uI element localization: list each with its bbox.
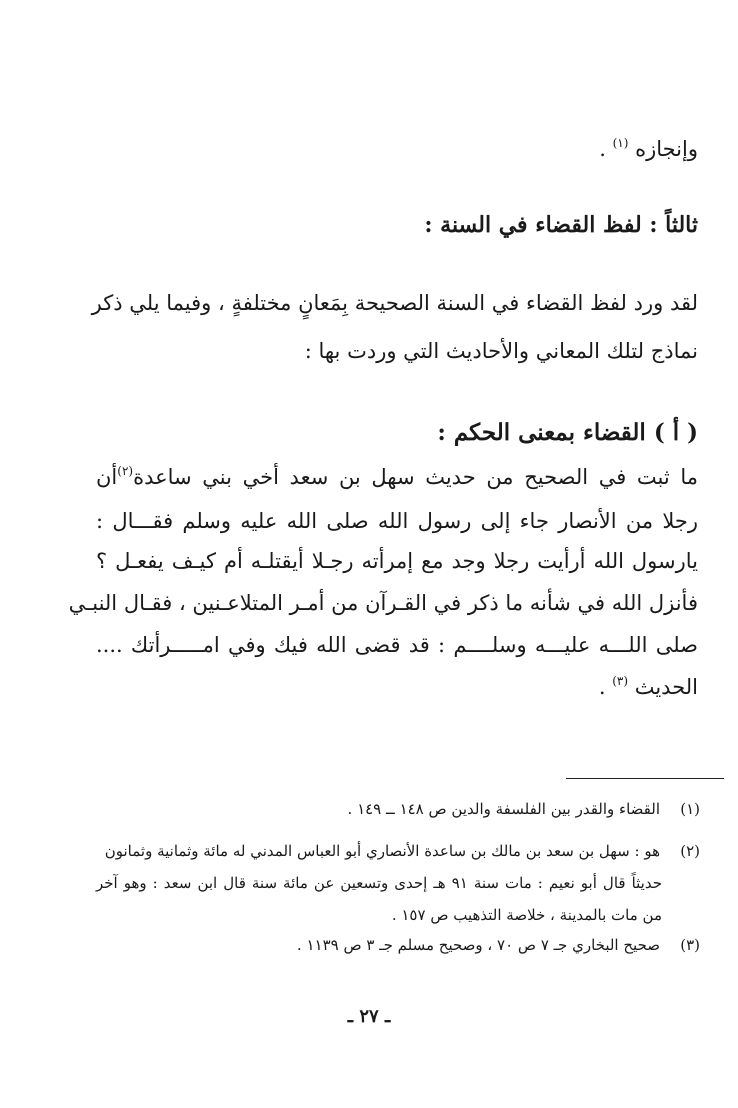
paragraph-2-line-4: فأنزل الله في شأنه ما ذكر في القـرآن من أمـر المتلاعـنين ، فقـال النبـي bbox=[68, 591, 698, 615]
text-span: أن bbox=[96, 465, 118, 489]
paragraph-2-line-5: صلى اللـــه عليـــه وسلــــم : قد قضى الله فيك وفي امـــــرأتك .... bbox=[96, 633, 698, 657]
paragraph-2-line-2: رجلا من الأنصار جاء إلى رسول الله صلى الله عليه وسلم فقـــال : bbox=[96, 509, 698, 533]
paragraph-1-line-2: نماذج لتلك المعاني والأحاديث التي وردت بها : bbox=[304, 339, 698, 363]
section-heading: ثالثاً : لفظ القضاء في السنة : bbox=[424, 212, 698, 238]
footnote-number: (٣) bbox=[680, 936, 700, 954]
text-span: . bbox=[598, 675, 606, 699]
footnote-text: القضاء والقدر بين الفلسفة والدين ص ١٤٨ ــ ١٤٩ . bbox=[347, 800, 660, 818]
footnote-ref-3: (٣) bbox=[612, 674, 629, 688]
paragraph-2-line-3: يارسول الله أرأيت رجلا وجد مع إمرأته رجـلا أيقتلـه أم كيـف يفعـل ؟ bbox=[96, 549, 698, 573]
text-span: ما ثبت في الصحيح من حديث سهل بن سعد أخي بني ساعدة bbox=[133, 465, 698, 489]
footnote-ref-1: (١) bbox=[612, 136, 629, 150]
footnote-number: (١) bbox=[680, 800, 700, 818]
text-line-1 bbox=[599, 134, 698, 164]
paragraph-1-line-1: لقد ورد لفظ القضاء في السنة الصحيحة بِمَعانٍ مختلفةٍ ، وفيما يلي ذكر bbox=[91, 291, 698, 315]
footnote-number: (٢) bbox=[680, 842, 700, 860]
footnote-3 bbox=[297, 932, 700, 958]
paragraph-2-line-6 bbox=[599, 672, 698, 702]
text-span: الحديث bbox=[634, 675, 698, 699]
footnote-2-line-2: حديثاً قال أبو نعيم : مات سنة ٩١ هـ إحدى وتسعين عن مائة سنة قال ابن سعد : وهو آخر bbox=[96, 874, 662, 892]
footnote-1 bbox=[348, 796, 700, 822]
footnote-ref-2: (٢) bbox=[117, 464, 134, 478]
text-span: . bbox=[599, 137, 606, 161]
footnote-text: صحيح البخاري جـ ٧ ص ٧٠ ، وصحيح مسلم جـ ٣ ص ١١٣٩ . bbox=[296, 936, 660, 954]
subsection-heading-a: ( أ ) القضاء بمعنى الحكم : bbox=[437, 419, 698, 446]
footnote-2-line-3: من مات بالمدينة ، خلاصة التذهيب ص ١٥٧ . bbox=[391, 906, 662, 924]
paragraph-2-line-1 bbox=[96, 462, 698, 492]
footnote-2 bbox=[105, 838, 700, 864]
page-number: ـ ٢٧ ـ bbox=[347, 1006, 391, 1027]
text-span: وإنجازه bbox=[635, 137, 698, 161]
footnote-separator bbox=[566, 778, 724, 779]
footnote-text: هو : سهل بن سعد بن مالك بن ساعدة الأنصاري أبو العباس المدني له مائة وثمانية وثمانون bbox=[104, 842, 660, 860]
